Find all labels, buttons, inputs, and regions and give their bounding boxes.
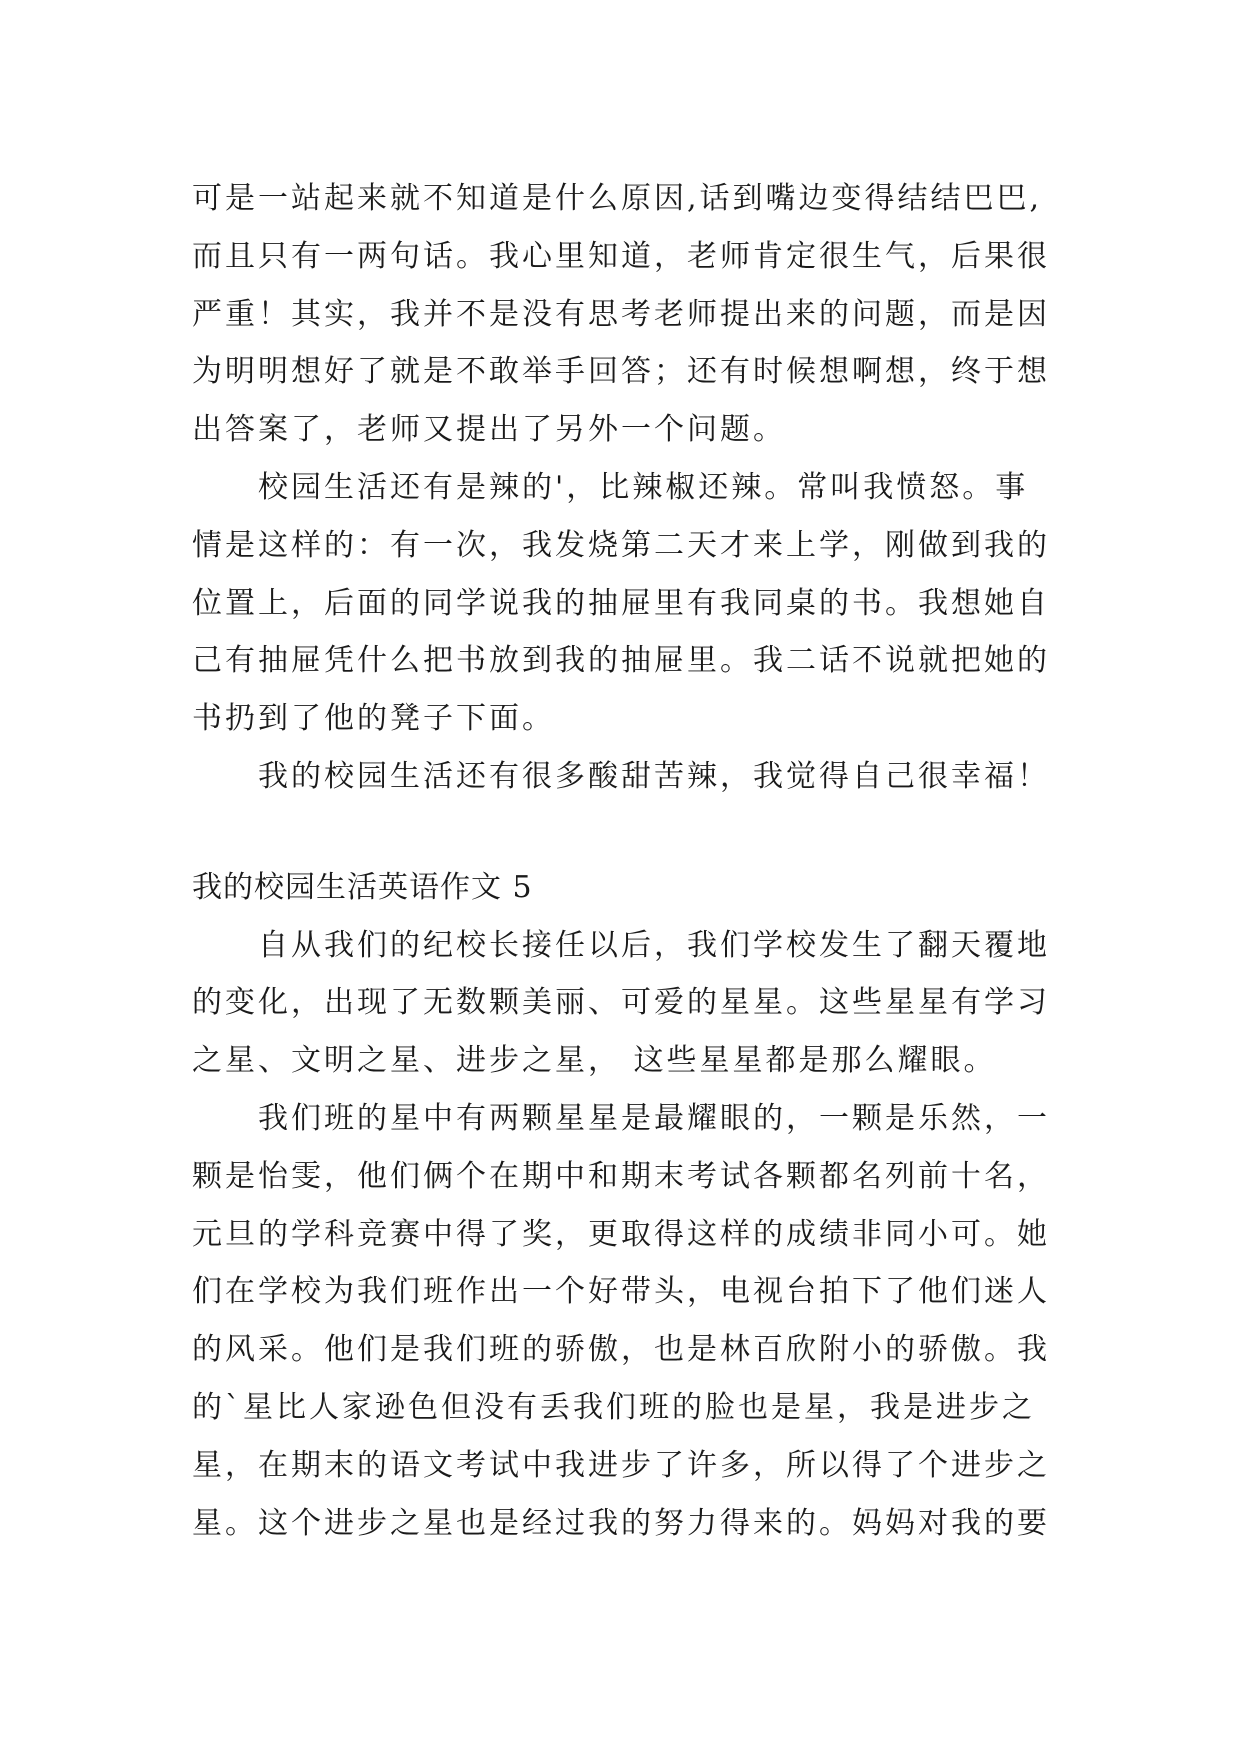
- section-spacer: [192, 806, 1092, 859]
- text-line: 书扔到了他的凳子下面。: [192, 701, 555, 737]
- text-line: 情是这样的：有一次，我发烧第二天才来上学，刚做到我的: [192, 527, 1050, 563]
- text-line: 颗是怡雯，他们俩个在期中和期末考试各颗都名列前十名，: [192, 1158, 1050, 1194]
- document-body: [192, 170, 1092, 1552]
- paragraph-3: [192, 748, 1092, 806]
- text-line: 我们班的星中有两颗星星是最耀眼的，一颗是乐然，一: [258, 1100, 1050, 1136]
- paragraph-2: [192, 459, 1092, 748]
- paragraph-1: [192, 170, 1092, 459]
- text-line: 严重！其实，我并不是没有思考老师提出来的问题，而是因: [192, 296, 1050, 332]
- text-line: 我的校园生活还有很多酸甜苦辣，我觉得自己很幸福！: [258, 758, 1050, 794]
- text-line: 之星、文明之星、进步之星， 这些星星都是那么耀眼。: [192, 1043, 997, 1079]
- text-line: 自从我们的纪校长接任以后，我们学校发生了翻天覆地: [258, 927, 1050, 963]
- text-line: 的`星比人家逊色但没有丢我们班的脸也是星，我是进步之: [192, 1389, 1035, 1425]
- paragraph-5: [192, 1090, 1092, 1552]
- text-line: 星。这个进步之星也是经过我的努力得来的。妈妈对我的要: [192, 1505, 1050, 1541]
- text-line: 校园生活还有是辣的'，比辣椒还辣。常叫我愤怒。事: [258, 469, 1029, 505]
- text-line: 出答案了，老师又提出了另外一个问题。: [192, 412, 786, 448]
- text-line: 元旦的学科竞赛中得了奖，更取得这样的成绩非同小可。她: [192, 1216, 1050, 1252]
- section-heading: 我的校园生活英语作文 5: [192, 869, 533, 905]
- text-line: 可是一站起来就不知道是什么原因,话到嘴边变得结结巴巴,: [192, 181, 1043, 216]
- paragraph-4: [192, 917, 1092, 1090]
- text-line: 的风采。他们是我们班的骄傲，也是林百欣附小的骄傲。我: [192, 1332, 1050, 1368]
- text-line: 而且只有一两句话。我心里知道，老师肯定很生气，后果很: [192, 238, 1050, 274]
- text-line: 们在学校为我们班作出一个好带头，电视台拍下了他们迷人: [192, 1274, 1050, 1310]
- text-line: 己有抽屉凭什么把书放到我的抽屉里。我二话不说就把她的: [192, 643, 1050, 679]
- text-line: 的变化，出现了无数颗美丽、可爱的星星。这些星星有学习: [192, 985, 1050, 1021]
- text-line: 位置上，后面的同学说我的抽屉里有我同桌的书。我想她自: [192, 585, 1050, 621]
- text-line: 星，在期末的语文考试中我进步了许多，所以得了个进步之: [192, 1447, 1050, 1483]
- text-line: 为明明想好了就是不敢举手回答；还有时候想啊想，终于想: [192, 354, 1050, 390]
